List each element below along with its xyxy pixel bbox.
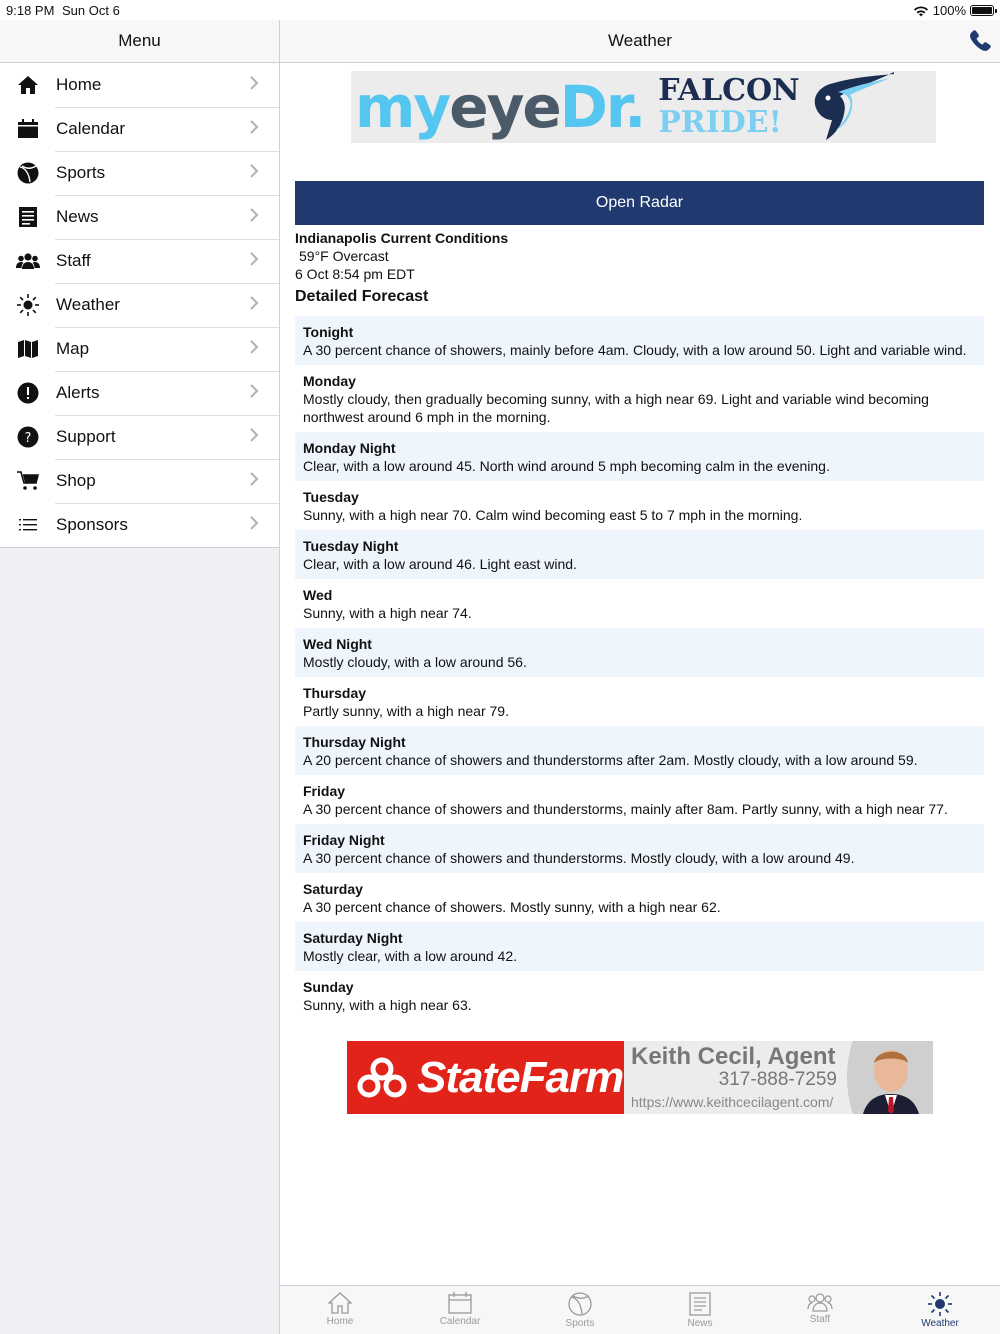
forecast-period: Saturday Night [303,930,403,946]
sports-icon [0,162,56,184]
sports-icon [568,1292,592,1316]
map-icon [0,339,56,359]
chevron-right-icon [249,207,279,228]
agent-photo [843,1041,933,1114]
weather-icon [0,294,56,316]
agent-url: https://www.keithcecilagent.com/ [631,1094,834,1110]
forecast-period: Friday Night [303,832,385,848]
agent-phone: 317-888-7259 [718,1069,837,1090]
sidebar-item-weather[interactable] [0,283,279,327]
sidebar-item-label: Weather [56,295,120,314]
home-icon [0,75,56,95]
tab-weather[interactable] [880,1286,1000,1334]
chevron-right-icon [249,119,279,140]
sidebar-item-home[interactable] [0,63,279,107]
calendar-icon [0,119,56,139]
sidebar-item-label: Home [56,75,102,94]
battery-percent: 100% [932,3,966,18]
forecast-text: Sunny, with a high near 74. [303,605,472,621]
cart-icon [0,471,56,491]
chevron-right-icon [249,251,279,272]
current-timestamp: 6 Oct 8:54 pm EDT [295,266,415,282]
forecast-row [295,316,984,365]
forecast-period: Friday [303,783,346,799]
forecast-period: Tonight [303,324,354,340]
tab-label: Staff [809,1314,831,1325]
tab-news[interactable] [640,1286,760,1334]
forecast-row [295,530,984,579]
sidebar-item-label: Shop [56,471,96,490]
forecast-row [295,971,984,1020]
menu-list [0,63,279,548]
tab-label: Calendar [439,1316,481,1327]
forecast-row [295,365,984,432]
forecast-row [295,677,984,726]
tab-staff[interactable] [760,1286,880,1334]
forecast-period: Tuesday Night [303,538,399,554]
chevron-right-icon [249,295,279,316]
news-icon [689,1292,711,1316]
forecast-text: A 30 percent chance of showers. Mostly sunny, with a high near 62. [303,899,721,915]
chevron-right-icon [249,339,279,360]
wifi-icon [913,5,929,17]
sidebar-item-staff[interactable] [0,239,279,283]
myeyedr-logo: myeyeDr. [355,73,645,141]
sidebar-item-map[interactable] [0,327,279,371]
forecast-text: Mostly cloudy, then gradually becoming sunny, with a high near 69. Light and variable wind becoming northwest around 6 mph in the morning. [303,391,929,425]
falcon-text: FALCON [658,73,800,108]
forecast-row [295,432,984,481]
forecast-period: Wed Night [303,636,372,652]
chevron-right-icon [249,471,279,492]
staff-icon [807,1292,833,1312]
chevron-right-icon [249,427,279,448]
status-date: Sun Oct 6 [62,3,120,18]
agent-name: Keith Cecil, Agent [631,1043,836,1070]
forecast-row [295,628,984,677]
forecast-period: Sunday [303,979,354,995]
phone-icon[interactable] [968,29,992,53]
status-bar [0,0,1000,20]
main-panel [280,20,1000,1334]
forecast-text: A 20 percent chance of showers and thunderstorms after 2am. Mostly cloudy, with a low around 59. [303,752,918,768]
staff-icon [0,252,56,270]
sidebar-item-label: News [56,207,99,226]
forecast-text: Partly sunny, with a high near 79. [303,703,509,719]
tab-bar [280,1285,1000,1334]
sidebar-item-calendar[interactable] [0,107,279,151]
forecast-text: Sunny, with a high near 70. Calm wind becoming east 5 to 7 mph in the morning. [303,507,803,523]
falcon-mascot-icon [810,72,896,142]
tab-label: Home [326,1316,354,1327]
sidebar-item-label: Calendar [56,119,125,138]
tab-label: News [687,1318,713,1329]
sidebar-title: Menu [0,20,279,63]
tab-calendar[interactable] [400,1286,520,1334]
forecast-period: Saturday [303,881,363,897]
pride-text: PRIDE! [658,105,782,140]
list-icon [0,518,56,532]
forecast-period: Tuesday [303,489,359,505]
statefarm-logo [347,1041,624,1114]
alert-icon [0,382,56,404]
sponsor-banner-myeyedr[interactable] [351,71,936,143]
weather-icon [928,1292,952,1316]
forecast-period: Thursday [303,685,367,701]
sidebar-item-label: Support [56,427,116,446]
chevron-right-icon [249,383,279,404]
chevron-right-icon [249,75,279,96]
battery-icon [970,5,994,16]
statefarm-rings-icon [353,1056,411,1100]
sidebar-item-alerts[interactable] [0,371,279,415]
forecast-period: Monday [303,373,356,389]
forecast-list [295,316,984,1020]
forecast-row [295,481,984,530]
tab-sports[interactable] [520,1286,640,1334]
tab-home[interactable] [280,1286,400,1334]
forecast-text: A 30 percent chance of showers, mainly before 4am. Cloudy, with a low around 50. Light and variable wind. [303,342,967,358]
falcon-pride-text [658,75,799,139]
current-temperature: 59°F Overcast [299,248,389,264]
chevron-right-icon [249,163,279,184]
forecast-period: Wed [303,587,333,603]
sponsor-banner-statefarm[interactable] [347,1041,933,1114]
current-conditions-title: Indianapolis Current Conditions [295,230,509,246]
forecast-row [295,579,984,628]
sidebar-item-label: Sponsors [56,515,128,534]
sidebar-item-sports[interactable] [0,151,279,195]
svg-text:?: ? [24,431,32,446]
sidebar-item-shop[interactable] [0,459,279,503]
forecast-period: Monday Night [303,440,396,456]
forecast-text: A 30 percent chance of showers and thunderstorms. Mostly cloudy, with a low around 49. [303,850,855,866]
support-icon [0,426,56,448]
forecast-row [295,726,984,775]
chevron-right-icon [249,515,279,536]
main-header [280,20,1000,63]
sidebar-item-news[interactable] [0,195,279,239]
page-title: Weather [608,31,672,50]
sidebar-item-label: Alerts [56,383,100,402]
sidebar-item-label: Staff [56,251,91,270]
sidebar-item-support[interactable] [0,415,279,459]
forecast-text: Clear, with a low around 45. North wind around 5 mph becoming calm in the evening. [303,458,830,474]
forecast-text: A 30 percent chance of showers and thunderstorms, mainly after 8am. Partly sunny, with a high near 77. [303,801,948,817]
forecast-text: Mostly cloudy, with a low around 56. [303,654,527,670]
forecast-text: Mostly clear, with a low around 42. [303,948,517,964]
sidebar-item-label: Map [56,339,90,358]
forecast-row [295,873,984,922]
agent-info [624,1041,933,1114]
forecast-text: Sunny, with a high near 63. [303,997,472,1013]
open-radar-button[interactable]: Open Radar [295,181,984,225]
forecast-row [295,824,984,873]
forecast-row [295,775,984,824]
statefarm-text: StateFarm [417,1052,624,1102]
home-icon [328,1292,352,1314]
tab-label: Sports [565,1318,595,1329]
detailed-forecast-title: Detailed Forecast [295,288,429,305]
tab-label: Weather [921,1318,959,1329]
sidebar-item-sponsors[interactable] [0,503,279,547]
sidebar-item-label: Sports [56,163,106,182]
status-right [913,3,994,18]
forecast-period: Thursday Night [303,734,406,750]
news-icon [0,206,56,228]
current-conditions [295,229,508,283]
forecast-text: Clear, with a low around 46. Light east wind. [303,556,577,572]
sidebar [0,20,280,1334]
forecast-row [295,922,984,971]
status-time: 9:18 PM [6,3,55,18]
calendar-icon [448,1292,472,1314]
